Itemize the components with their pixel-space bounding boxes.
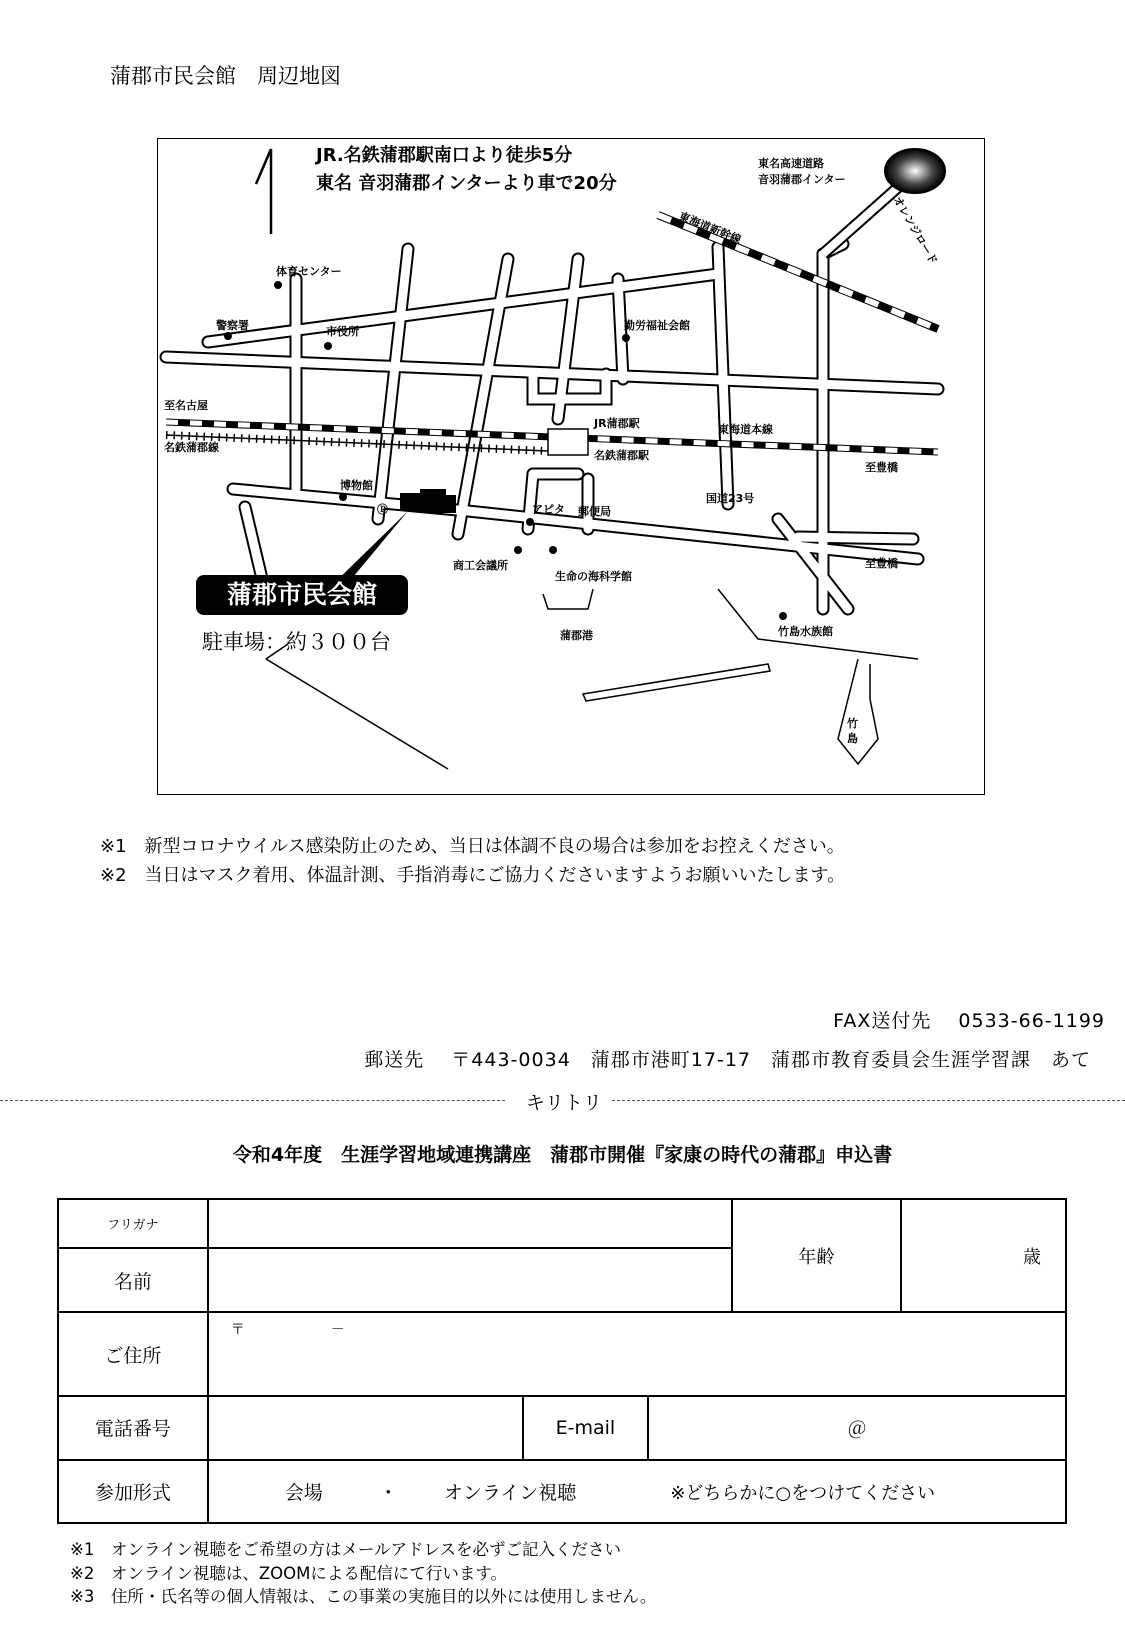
note-top-1: ※1 新型コロナウイルス感染防止のため、当日は体調不良の場合は参加をお控えください。: [100, 836, 845, 857]
label-aquarium: 竹島水族館: [778, 625, 833, 638]
name-field[interactable]: [208, 1248, 732, 1312]
note-top-2: ※2 当日はマスク着用、体温計測、手指消毒にご協力くださいますようお願いいたします。: [100, 865, 846, 886]
cut-label: キリトリ: [526, 1092, 603, 1114]
option-online[interactable]: オンライン視聴: [443, 1481, 577, 1504]
parking-mark-icon: Ⓟ: [377, 503, 388, 516]
address-label: ご住所: [58, 1312, 208, 1396]
postal-address: 郵送先 〒443-0034 蒲郡市港町17-17 蒲郡市教育委員会生涯学習課 あて: [364, 1049, 1091, 1071]
label-meitetsu: 名鉄蒲郡線: [164, 441, 219, 454]
label-chamber: 商工会議所: [453, 559, 508, 572]
label-apita: アピタ: [532, 503, 565, 516]
label-gym: 体育センター: [276, 265, 342, 278]
age-label: 年齢: [732, 1199, 902, 1312]
phone-label: 電話番号: [58, 1396, 208, 1459]
area-map: [157, 138, 985, 795]
north-arrow-icon: [256, 149, 271, 234]
label-to-nagoya: 至名古屋: [164, 399, 208, 412]
postal-dash: －: [330, 1322, 345, 1339]
phone-field[interactable]: [208, 1396, 523, 1459]
age-field[interactable]: [901, 1199, 1066, 1312]
age-unit: 歳: [1023, 1246, 1041, 1268]
label-shinkansen: 東海道新幹線: [676, 209, 743, 247]
coastline: [266, 589, 918, 769]
venue-building-icon: [400, 489, 456, 513]
fax-number: FAX送付先 0533-66-1199: [833, 1010, 1105, 1032]
note-bottom-3: ※3 住所・氏名等の個人情報は、この事業の実施目的以外には使用しません。: [70, 1587, 657, 1606]
label-museum: 博物館: [340, 479, 373, 492]
label-to-toyohashi-1: 至豊橋: [865, 461, 898, 474]
email-field[interactable]: [648, 1396, 1066, 1459]
map-graphic: [158, 139, 984, 794]
label-post-office: 郵便局: [578, 505, 611, 518]
cut-dash-right: [612, 1100, 1125, 1101]
notes-bottom: [70, 1538, 656, 1609]
label-jr-station: JR蒲郡駅: [594, 417, 640, 430]
form-title: 令和4年度 生涯学習地域連携講座 蒲郡市開催『家康の時代の蒲郡』申込書: [232, 1144, 893, 1166]
label-interchange: 音羽蒲郡インター: [758, 173, 846, 186]
label-takeshima-1: 竹: [847, 717, 858, 730]
note-bottom-2: ※2 オンライン視聴は、ZOOMによる配信にて行います。: [70, 1563, 508, 1583]
option-separator: ・: [378, 1481, 398, 1504]
label-takeshima-2: 島: [847, 732, 858, 745]
label-highway: 東名高速道路: [758, 157, 824, 170]
label-city-hall: 市役所: [326, 325, 359, 338]
furigana-label: フリガナ: [58, 1199, 208, 1248]
label-to-toyohashi-2: 至豊橋: [865, 557, 898, 570]
label-port: 蒲郡港: [560, 629, 593, 642]
access-line1: JR.名鉄蒲郡駅南口より徒歩5分: [316, 145, 573, 166]
option-instruction: ※どちらかに○をつけてください: [670, 1482, 936, 1504]
label-police: 警察署: [216, 319, 249, 332]
participation-label: 参加形式: [58, 1460, 208, 1523]
label-science: 生命の海科学館: [555, 570, 632, 583]
application-form: [57, 1198, 1067, 1524]
page-title: 蒲郡市民会館 周辺地図: [110, 64, 341, 88]
option-venue[interactable]: 会場: [284, 1481, 323, 1504]
label-meitetsu-station: 名鉄蒲郡駅: [594, 449, 649, 462]
venue-label: 蒲郡市民会館: [226, 580, 378, 609]
label-orange-road: オレンジロード: [890, 194, 940, 267]
parking-label: 駐車場：約３００台: [202, 630, 391, 654]
label-welfare: 勤労福祉会館: [624, 319, 690, 332]
email-label: E-mail: [523, 1396, 648, 1459]
furigana-field[interactable]: [208, 1199, 732, 1248]
address-field[interactable]: [208, 1312, 1066, 1396]
at-sign: ＠: [847, 1418, 867, 1441]
cut-line: [0, 1090, 1125, 1114]
access-line2: 東名 音羽蒲郡インターより車で20分: [316, 173, 617, 194]
note-bottom-1: ※1 オンライン視聴をご希望の方はメールアドレスを必ずご記入ください: [70, 1540, 622, 1559]
name-label: 名前: [58, 1248, 208, 1312]
station-icon: [548, 429, 588, 455]
notes-top: [100, 832, 845, 890]
interchange-icon: [885, 149, 945, 193]
participation-options[interactable]: [208, 1460, 1066, 1523]
label-route23: 国道23号: [706, 492, 755, 505]
postal-mark: 〒: [230, 1322, 245, 1339]
label-tokaido: 東海道本線: [718, 423, 773, 436]
cut-dash-left: [0, 1100, 505, 1101]
